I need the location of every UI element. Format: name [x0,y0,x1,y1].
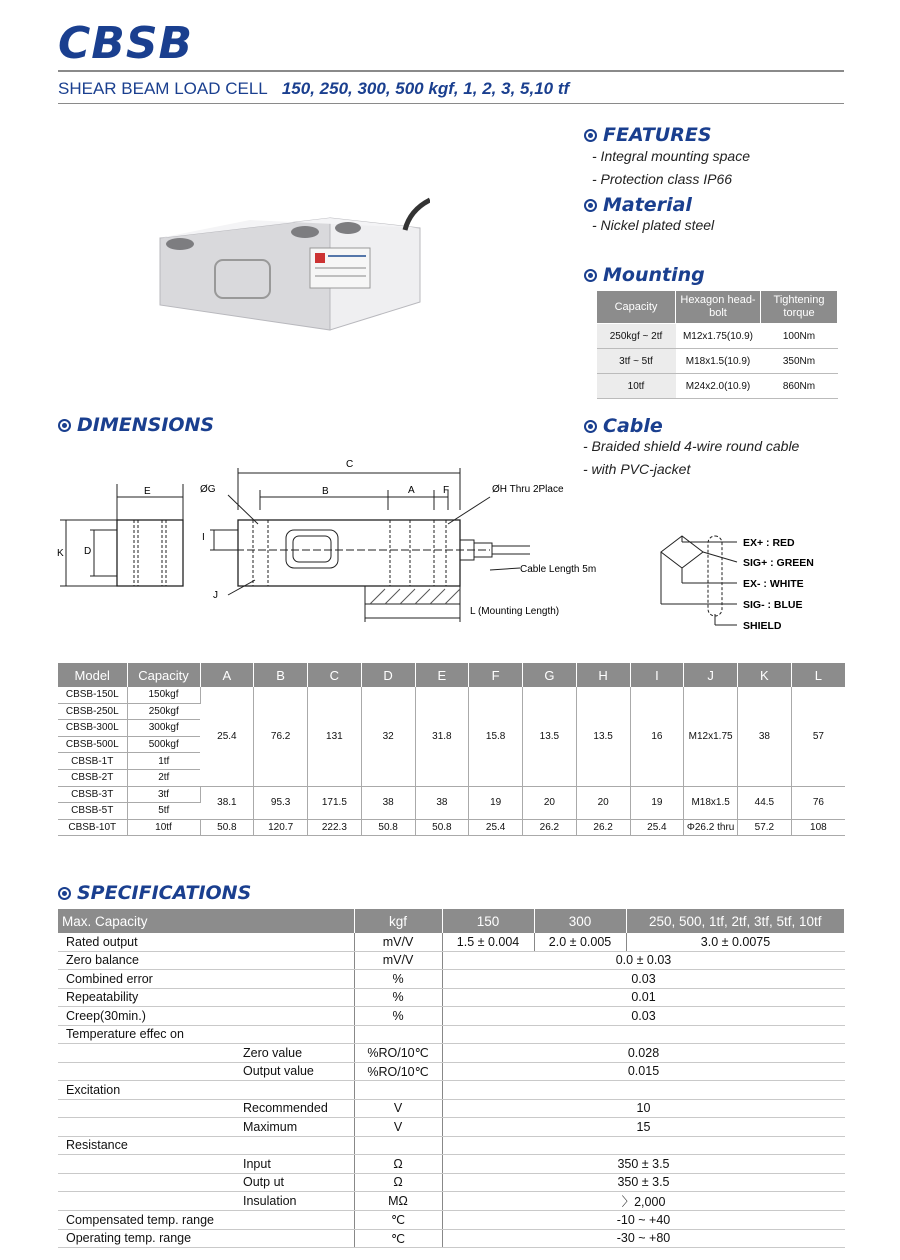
capacity-cell: 3tf [127,786,200,803]
cable-item: - with PVC-jacket [583,461,691,477]
spec-header: Max. Capacity [58,909,354,933]
spec-unit: % [354,1007,442,1026]
spec-unit: mV/V [354,951,442,970]
capacity-cell: 5tf [127,803,200,820]
spec-unit: Ω [354,1155,442,1174]
mounting-header: Capacity [597,291,676,324]
dim-table-header: H [576,663,630,687]
section-bullet-icon [584,420,597,433]
spec-unit: ℃ [354,1229,442,1248]
spec-unit [354,1025,442,1044]
section-bullet-icon [584,199,597,212]
spec-value: 〉2,000 [442,1192,845,1211]
dimension-value-cell: 131 [308,687,362,786]
spec-unit [354,1081,442,1100]
dim-table-row [58,819,845,836]
spec-row [58,1044,845,1063]
dim-label-a: A [408,485,415,496]
cable-item: - Braided shield 4-wire round cable [583,438,800,454]
spec-label: Insulation [58,1192,354,1211]
wire-label: SHIELD [743,620,782,632]
dimensions-title: DIMENSIONS [77,414,215,436]
subtitle-capacities: 150, 250, 300, 500 kgf, 1, 2, 3, 5,10 tf [281,79,570,98]
dim-label-h: ØH Thru 2Place [492,484,564,495]
spec-unit: %RO/10℃ [354,1044,442,1063]
dim-label-i: I [202,532,205,543]
dimension-value-cell: 108 [791,819,845,836]
features-heading [584,124,712,146]
spec-row [58,970,845,989]
specifications-table [58,909,845,1248]
dimension-value-cell: 57 [791,687,845,786]
capacity-cell: 1tf [127,753,200,770]
material-title: Material [603,194,692,216]
feature-item: - Integral mounting space [592,148,750,164]
dimension-value-cell: 50.8 [415,819,469,836]
spec-label: Temperature effec on [58,1025,354,1044]
mounting-cell: 10tf [597,374,676,399]
dimension-value-cell: 26.2 [523,819,577,836]
dimension-value-cell: 19 [630,786,684,819]
section-bullet-icon [584,269,597,282]
model-cell: CBSB-10T [58,819,127,836]
dimension-value-cell: M18x1.5 [684,786,738,819]
material-heading [584,194,692,216]
spec-value: 350 ± 3.5 [442,1155,845,1174]
spec-unit: % [354,988,442,1007]
dimension-value-cell: 120.7 [254,819,308,836]
spec-label: Resistance [58,1136,354,1155]
dim-table-header: K [738,663,792,687]
spec-label: Combined error [58,970,354,989]
spec-header: kgf [354,909,442,933]
spec-header: 300 [534,909,626,933]
dim-label-d: D [84,546,92,557]
dimension-value-cell: 25.4 [630,819,684,836]
capacity-cell: 300kgf [127,720,200,737]
wire-label: SIG+ : GREEN [743,557,814,569]
spec-unit: MΩ [354,1192,442,1211]
model-cell: CBSB-2T [58,769,127,786]
model-cell: CBSB-250L [58,703,127,720]
spec-row [58,1007,845,1026]
spec-value: 0.015 [442,1062,845,1081]
spec-label: Outp ut [58,1173,354,1192]
model-cell: CBSB-300L [58,720,127,737]
mounting-header: Tightening torque [761,291,838,324]
spec-value [442,1025,845,1044]
spec-row [58,1025,845,1044]
mounting-cell: 860Nm [761,374,838,399]
spec-unit: mV/V [354,933,442,951]
dim-label-c: C [346,459,354,470]
dim-table-header: G [523,663,577,687]
dim-label-j: J [213,590,218,601]
spec-value: 0.03 [442,1007,845,1026]
wire-label: EX+ : RED [743,537,795,549]
mounting-cell: M24x2.0(10.9) [676,374,761,399]
spec-label: Compensated temp. range [58,1211,354,1230]
dimensions-table [58,663,845,836]
spec-row [58,1118,845,1137]
dimension-value-cell: 38.1 [200,786,254,819]
spec-header: 250, 500, 1tf, 2tf, 3tf, 5tf, 10tf [626,909,845,933]
product-subtitle [58,79,569,99]
spec-label: Repeatability [58,988,354,1007]
dimension-value-cell: 171.5 [308,786,362,819]
dim-table-row [58,786,845,803]
section-bullet-icon [58,419,71,432]
dimension-value-cell: 32 [361,687,415,786]
dimension-value-cell: 13.5 [523,687,577,786]
brand-title: CBSB [58,18,194,69]
dimension-value-cell: 20 [523,786,577,819]
mounting-cell: 100Nm [761,324,838,349]
spec-label: Operating temp. range [58,1229,354,1248]
side-view [210,468,530,622]
mounting-cell: 3tf ~ 5tf [597,349,676,374]
spec-row [58,1062,845,1081]
spec-row [58,1099,845,1118]
mounting-cell: 250kgf ~ 2tf [597,324,676,349]
spec-label: Recommended [58,1099,354,1118]
spec-row [58,1229,845,1248]
dimensions-heading [58,414,214,436]
dim-label-cable-length: Cable Length 5m [520,564,597,575]
dimension-value-cell: 38 [738,687,792,786]
dimension-value-cell: M12x1.75 [684,687,738,786]
spec-row [58,1211,845,1230]
spec-row [58,1081,845,1100]
dimension-value-cell: 25.4 [200,687,254,786]
spec-row [58,988,845,1007]
dimension-drawing [50,450,610,635]
dimension-value-cell: 13.5 [576,687,630,786]
spec-value: 0.01 [442,988,845,1007]
mounting-heading [584,264,705,286]
capacity-cell: 2tf [127,769,200,786]
wiring-diagram [655,530,845,640]
dim-table-header: J [684,663,738,687]
dimension-value-cell: 76 [791,786,845,819]
dimension-value-cell: 50.8 [361,819,415,836]
spec-value: -10 ~ +40 [442,1211,845,1230]
dimension-value-cell: 76.2 [254,687,308,786]
spec-label: Zero balance [58,951,354,970]
spec-unit: %RO/10℃ [354,1062,442,1081]
subtitle-main: SHEAR BEAM LOAD CELL [58,79,268,98]
spec-value: -30 ~ +80 [442,1229,845,1248]
spec-value: 0.03 [442,970,845,989]
mounting-cell: 350Nm [761,349,838,374]
spec-label: Rated output [58,933,354,951]
dimension-value-cell: 50.8 [200,819,254,836]
mounting-cell: M18x1.5(10.9) [676,349,761,374]
capacity-cell: 250kgf [127,703,200,720]
feature-item: - Protection class IP66 [592,171,733,187]
cable-heading [584,415,663,437]
spec-unit: V [354,1099,442,1118]
dimension-value-cell: Φ26.2 thru [684,819,738,836]
section-bullet-icon [58,887,71,900]
spec-unit: V [354,1118,442,1137]
model-cell: CBSB-500L [58,736,127,753]
dim-table-header: Capacity [127,663,200,687]
spec-row [58,1173,845,1192]
dimension-value-cell: 15.8 [469,687,523,786]
model-cell: CBSB-5T [58,803,127,820]
wire-label: EX- : WHITE [743,578,804,590]
dim-table-row [58,687,845,703]
header-rule-top [58,70,844,72]
spec-unit [354,1136,442,1155]
header-rule-bottom [58,103,844,104]
spec-value: 10 [442,1099,845,1118]
dimension-value-cell: 16 [630,687,684,786]
mounting-table [596,290,838,399]
dim-table-header: A [200,663,254,687]
dim-table-header: E [415,663,469,687]
dim-label-e: E [144,486,151,497]
spec-unit: Ω [354,1173,442,1192]
dimension-value-cell: 95.3 [254,786,308,819]
spec-row [58,1192,845,1211]
material-item: - Nickel plated steel [592,217,715,233]
spec-row [58,1155,845,1174]
features-title: FEATURES [603,124,712,146]
spec-label: Creep(30min.) [58,1007,354,1026]
capacity-cell: 150kgf [127,687,200,703]
dim-table-header: C [308,663,362,687]
model-cell: CBSB-150L [58,687,127,703]
dimension-value-cell: 44.5 [738,786,792,819]
cable-title: Cable [603,415,663,437]
dimension-value-cell: 20 [576,786,630,819]
model-cell: CBSB-1T [58,753,127,770]
spec-value: 0.028 [442,1044,845,1063]
capacity-cell: 500kgf [127,736,200,753]
spec-value [442,1136,845,1155]
section-bullet-icon [584,129,597,142]
hatching [370,589,460,604]
dim-table-header: D [361,663,415,687]
capacity-cell: 10tf [127,819,200,836]
wire-label: SIG- : BLUE [743,599,803,611]
spec-value: 2.0 ± 0.005 [534,933,626,951]
spec-label: Output value [58,1062,354,1081]
spec-label: Excitation [58,1081,354,1100]
dimension-value-cell: 31.8 [415,687,469,786]
dimension-value-cell: 57.2 [738,819,792,836]
dim-label-f: F [443,485,450,496]
dimension-value-cell: 26.2 [576,819,630,836]
spec-header: 150 [442,909,534,933]
dim-table-header: I [630,663,684,687]
spec-value: 1.5 ± 0.004 [442,933,534,951]
dimension-value-cell: 19 [469,786,523,819]
dim-table-header: Model [58,663,127,687]
dim-label-k: K [57,548,64,559]
product-photo [130,190,430,340]
mounting-header: Hexagon head-bolt [676,291,761,324]
spec-label: Zero value [58,1044,354,1063]
spec-value [442,1081,845,1100]
spec-value: 0.0 ± 0.03 [442,951,845,970]
dimension-value-cell: 38 [415,786,469,819]
dim-label-mounting-length: L (Mounting Length) [470,606,560,617]
spec-unit: ℃ [354,1211,442,1230]
dim-table-header: B [254,663,308,687]
dim-table-header: F [469,663,523,687]
dimension-value-cell: 222.3 [308,819,362,836]
dim-table-header: L [791,663,845,687]
specifications-heading [58,882,251,904]
specifications-title: SPECIFICATIONS [77,882,252,904]
mounting-cell: M12x1.75(10.9) [676,324,761,349]
spec-value: 350 ± 3.5 [442,1173,845,1192]
model-cell: CBSB-3T [58,786,127,803]
spec-label: Input [58,1155,354,1174]
end-view [60,484,183,586]
spec-row [58,951,845,970]
dim-label-g: ØG [200,484,216,495]
dim-label-b: B [322,486,329,497]
dimension-value-cell: 25.4 [469,819,523,836]
spec-unit: % [354,970,442,989]
spec-row [58,1136,845,1155]
spec-label: Maximum [58,1118,354,1137]
mounting-title: Mounting [603,264,705,286]
spec-value: 3.0 ± 0.0075 [626,933,845,951]
spec-value: 15 [442,1118,845,1137]
dimension-value-cell: 38 [361,786,415,819]
